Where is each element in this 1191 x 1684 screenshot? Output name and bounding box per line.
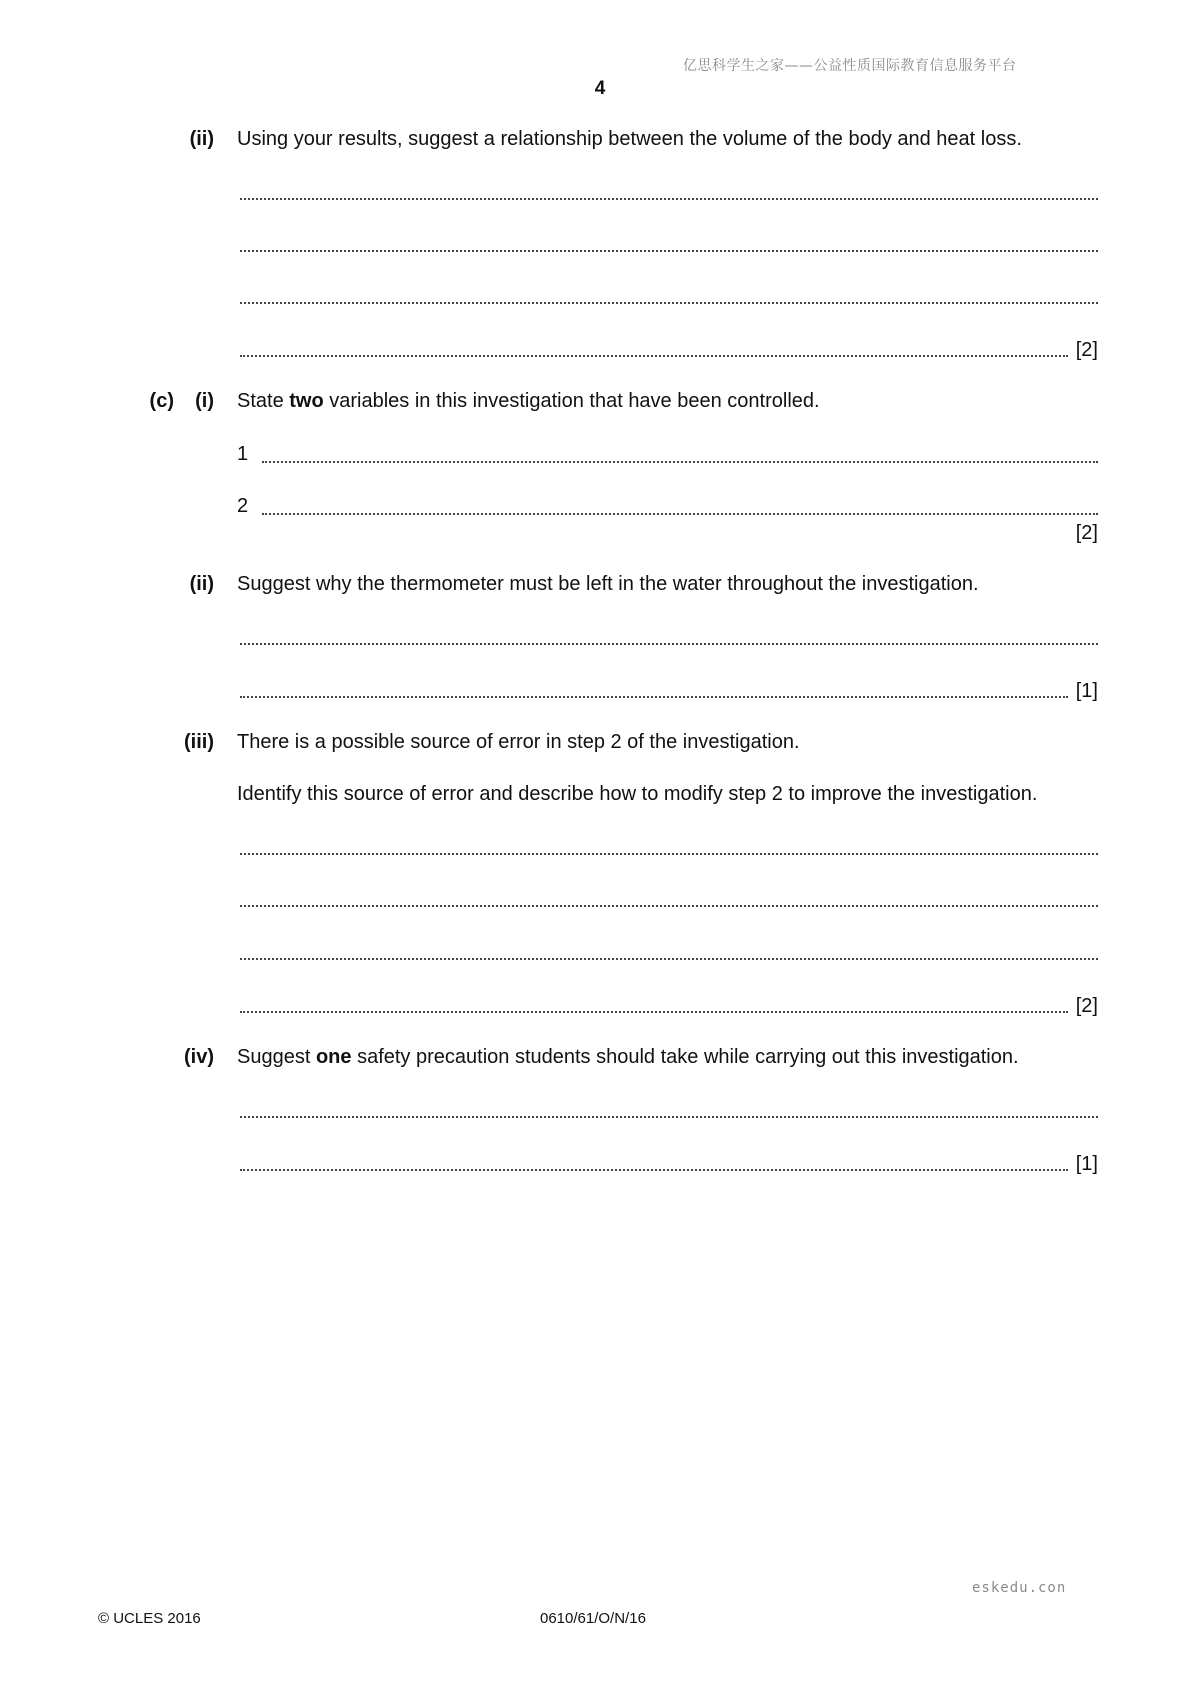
question-label-c-iv: (iv) — [184, 1046, 214, 1068]
question-part-label-c: (c) — [149, 390, 174, 412]
answer-line[interactable] — [240, 853, 1098, 855]
answer-number-2: 2 — [237, 495, 249, 517]
answer-line[interactable] — [240, 302, 1098, 304]
marks-allocation: [2] — [1075, 339, 1098, 361]
answer-line[interactable] — [262, 513, 1098, 515]
question-label-c-i: (i) — [195, 390, 214, 412]
question-text-b-ii: Using your results, suggest a relationship between the volume of the body and heat loss. — [237, 128, 1022, 150]
answer-line[interactable] — [240, 696, 1068, 698]
answer-line[interactable] — [240, 1011, 1068, 1013]
paper-code: 0610/61/O/N/16 — [540, 1610, 646, 1627]
answer-line[interactable] — [240, 355, 1068, 357]
answer-line[interactable] — [240, 198, 1098, 200]
answer-line[interactable] — [240, 1169, 1068, 1171]
question-label-c-iii: (iii) — [184, 731, 214, 753]
site-watermark: eskedu.con — [972, 1580, 1067, 1596]
question-text-c-iii: There is a possible source of error in step 2 of the investigation. — [237, 731, 800, 753]
copyright-notice: © UCLES 2016 — [98, 1610, 201, 1627]
marks-allocation: [2] — [1075, 522, 1098, 544]
marks-allocation: [1] — [1075, 680, 1098, 702]
answer-line[interactable] — [240, 905, 1098, 907]
answer-number-1: 1 — [237, 443, 249, 465]
answer-line[interactable] — [240, 1116, 1098, 1118]
question-text-c-i: State two variables in this investigation that have been controlled. — [237, 390, 820, 412]
question-label-c-ii: (ii) — [189, 573, 214, 595]
marks-allocation: [1] — [1075, 1153, 1098, 1175]
watermark-text: 亿思科学生之家——公益性质国际教育信息服务平台 — [683, 58, 1017, 74]
answer-line[interactable] — [240, 958, 1098, 960]
question-label-b-ii: (ii) — [189, 128, 214, 150]
page-number: 4 — [594, 78, 606, 99]
question-text-c-ii: Suggest why the thermometer must be left in the water throughout the investigation. — [237, 573, 979, 595]
marks-allocation: [2] — [1075, 995, 1098, 1017]
question-instruction-c-iii: Identify this source of error and describe how to modify step 2 to improve the investigation. — [237, 783, 1038, 805]
answer-line[interactable] — [262, 461, 1098, 463]
answer-line[interactable] — [240, 643, 1098, 645]
answer-line[interactable] — [240, 250, 1098, 252]
question-text-c-iv: Suggest one safety precaution students should take while carrying out this investigation. — [237, 1046, 1019, 1068]
